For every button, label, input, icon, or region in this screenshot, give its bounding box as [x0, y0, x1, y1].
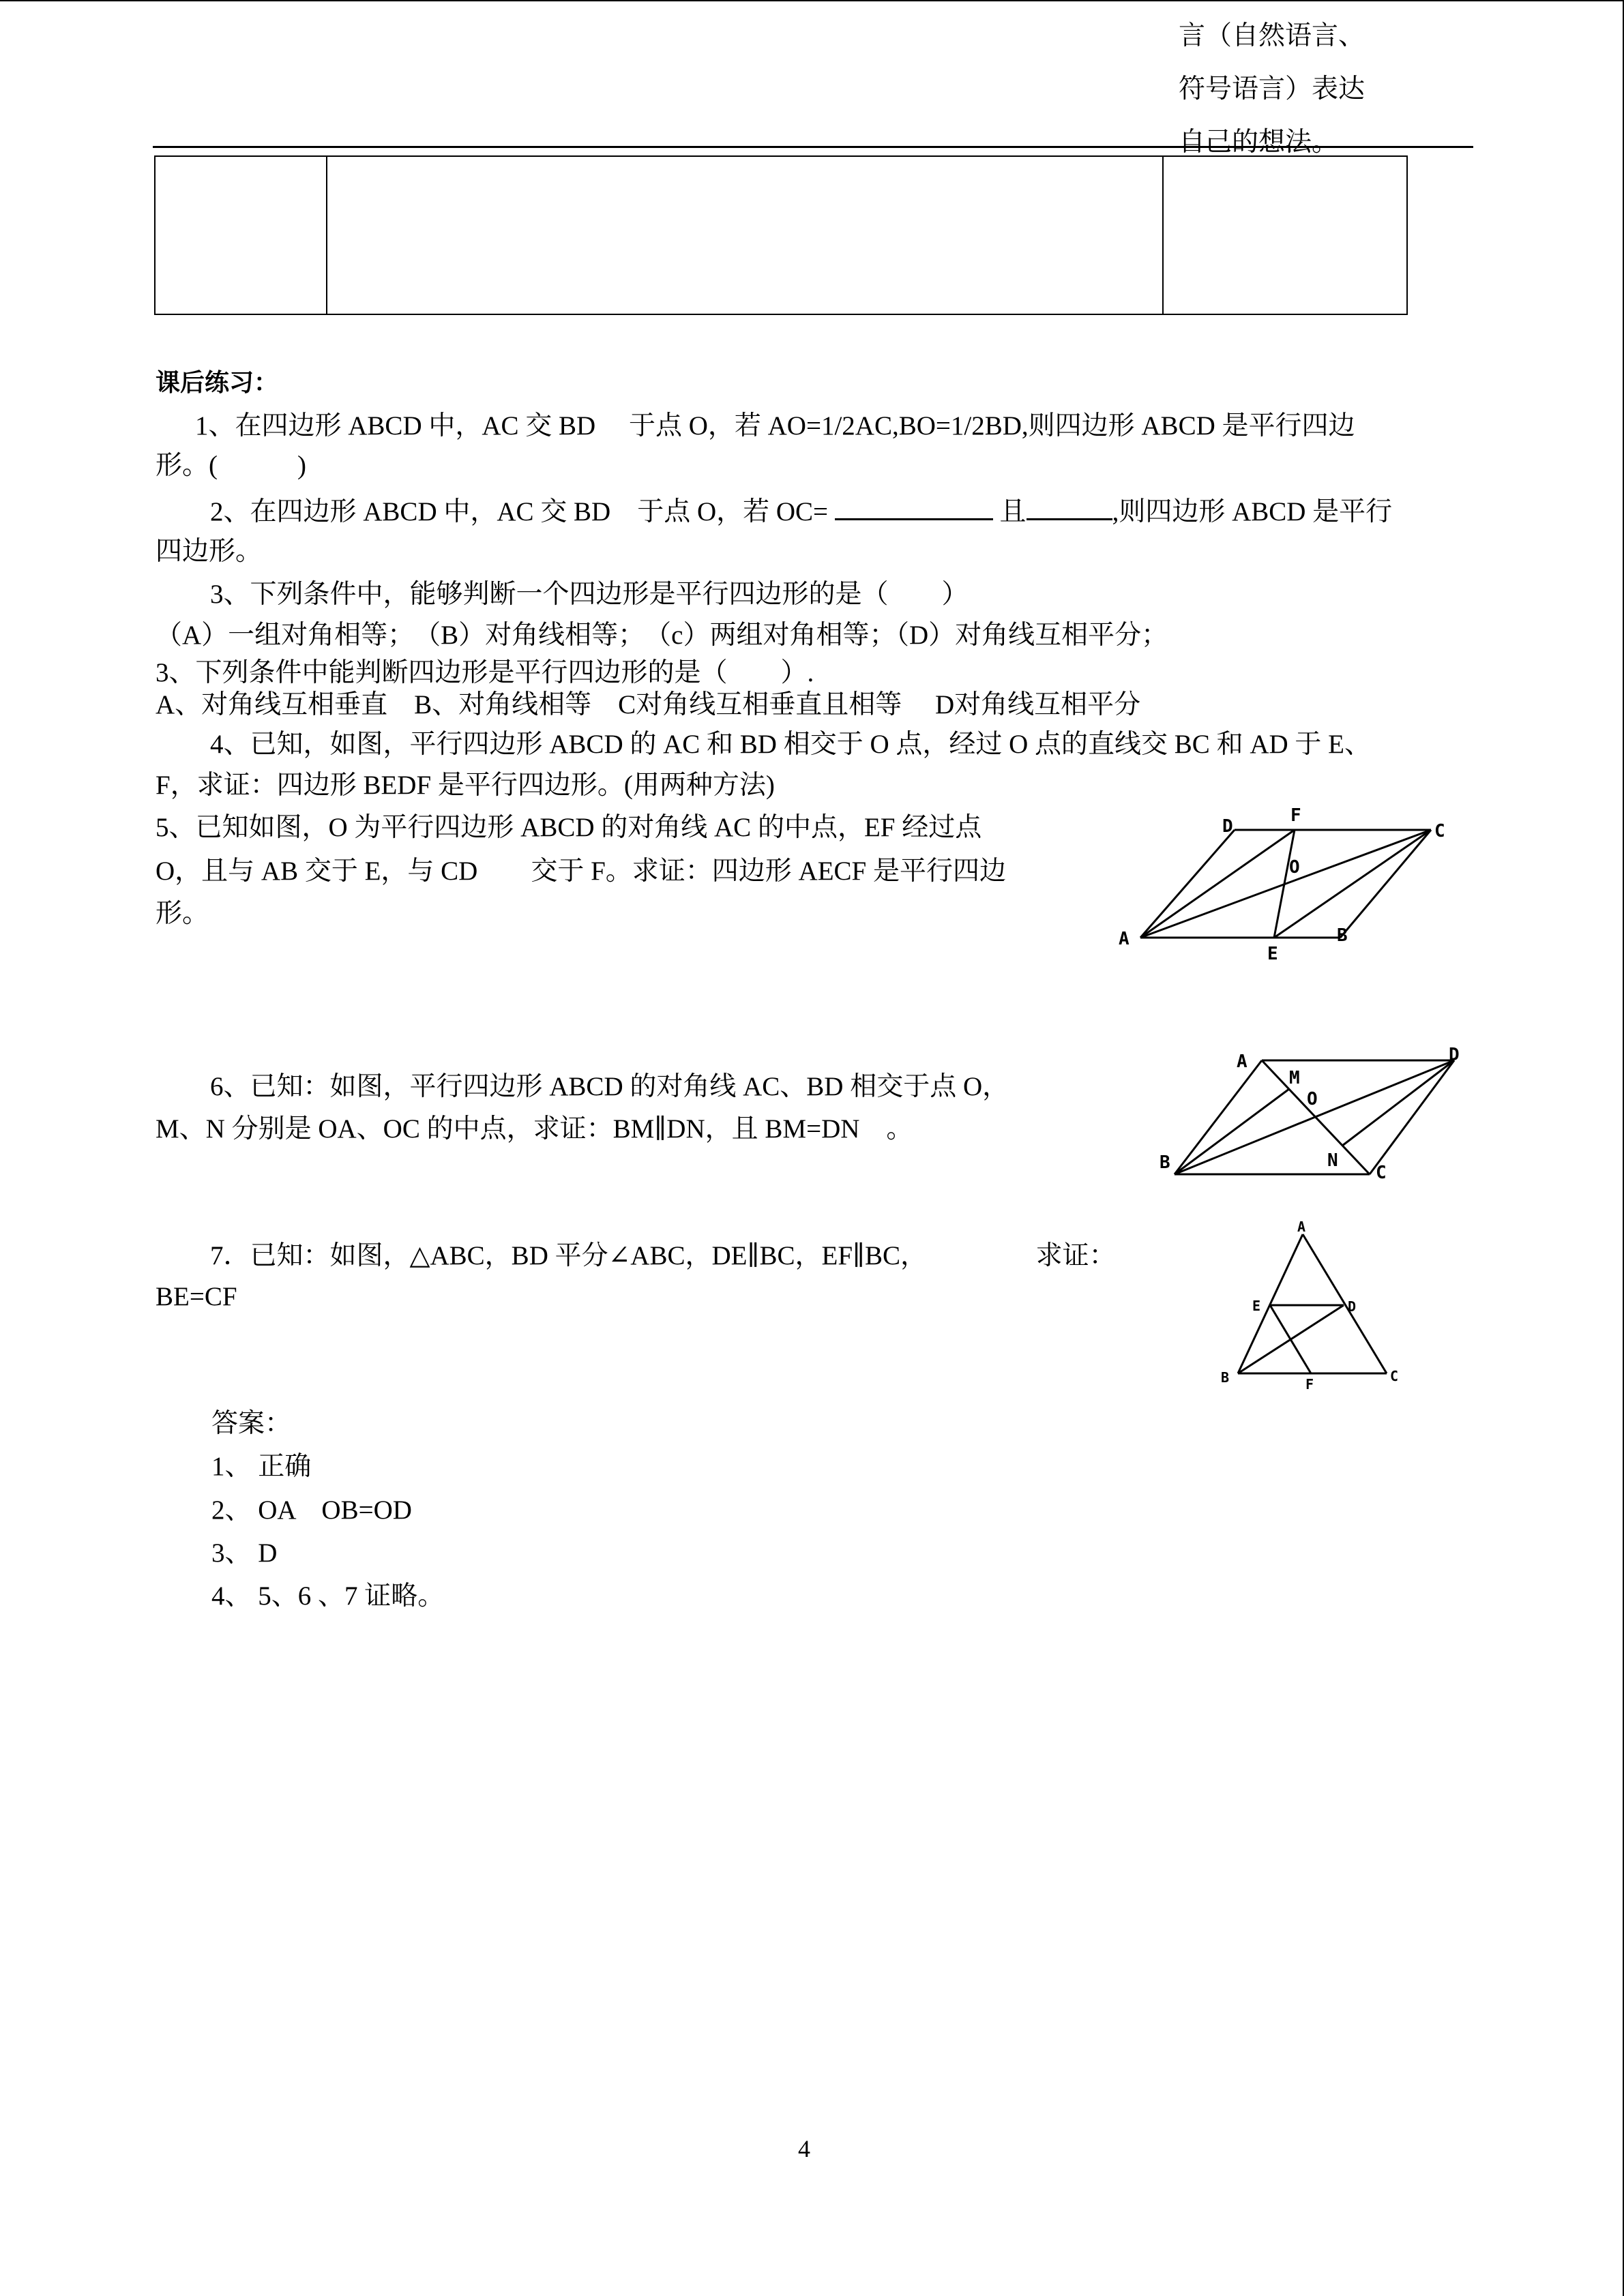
figure-q7-triangle: [1214, 1214, 1412, 1391]
q5-line3: 形。: [156, 899, 209, 928]
figure-q6-parallelogram: [1153, 1037, 1480, 1187]
fig7-label-D: D: [1348, 1298, 1357, 1315]
fig7-label-E: E: [1252, 1298, 1261, 1314]
table-fragment-line: 言（自然语言、: [1179, 21, 1365, 50]
q7-statement: 7．已知：如图，△ABC，BD 平分∠ABC，DE∥BC，EF∥BC，: [210, 1241, 928, 1270]
q2-blank-1[interactable]: [835, 495, 993, 520]
fig6-label-O: O: [1307, 1089, 1318, 1109]
answer-item: 2、 OA OB=OD: [211, 1495, 412, 1525]
q1-line1: 1、在四边形 ABCD 中，AC 交 BD 于点 O，若 AO=1/2AC,BO=1/2BD,则四边形 ABCD 是平行四边: [195, 411, 1355, 441]
segment-AF: [1140, 830, 1295, 938]
table-column-divider: [326, 157, 327, 314]
q6-line2: M、N 分别是 OA、OC 的中点，求证：BM∥DN，且 BM=DN 。: [156, 1114, 913, 1144]
q7-line1: [210, 1240, 1116, 1272]
q6-line1: 6、已知：如图，平行四边形 ABCD 的对角线 AC、BD 相交于点 O，: [210, 1072, 1009, 1101]
q4-line1: 4、已知，如图，平行四边形 ABCD 的 AC 和 BD 相交于 O 点，经过 O 点的直线交 BC 和 AD 于 E、: [210, 730, 1371, 759]
fig7-label-A: A: [1297, 1219, 1306, 1235]
fig5-label-A: A: [1119, 929, 1130, 949]
table-fragment-line: 自己的想法。: [1179, 128, 1339, 157]
table-fragment-line: 符号语言）表达: [1179, 74, 1365, 104]
fig5-label-E: E: [1267, 944, 1278, 961]
answer-item: 1、 正确: [211, 1452, 312, 1481]
fig6-label-B: B: [1160, 1152, 1170, 1173]
fig6-label-C: C: [1376, 1163, 1387, 1183]
segment-EF: [1270, 1305, 1311, 1373]
table-column-divider: [1162, 157, 1164, 314]
fig7-label-F: F: [1305, 1376, 1314, 1391]
q3a-stem: 3、下列条件中，能够判断一个四边形是平行四边形的是（ ）: [210, 580, 969, 609]
q4-line2: F，求证：四边形 BEDF 是平行四边形。(用两种方法): [156, 771, 775, 800]
answer-item: 3、 D: [211, 1538, 278, 1568]
fig7-label-B: B: [1221, 1369, 1230, 1386]
answer-item: 4、 5、6 、7 证略。: [211, 1581, 445, 1611]
fig6-label-A: A: [1237, 1052, 1247, 1072]
fig6-label-M: M: [1289, 1068, 1300, 1088]
q7-line2: BE=CF: [156, 1282, 237, 1311]
segment-DA: [1140, 830, 1235, 938]
q1-line2: 形。( ): [156, 451, 306, 480]
fig6-label-D: D: [1449, 1045, 1460, 1065]
answers-title: 答案：: [211, 1409, 292, 1438]
q3a-options: （A）一组对角相等； （B）对角线相等； （c）两组对角相等；（D）对角线互相平分；: [156, 621, 1168, 650]
fig5-label-B: B: [1337, 925, 1348, 946]
diagonal-AC: [1140, 830, 1431, 938]
segment-FE: [1274, 830, 1295, 938]
q2-part1: 2、在四边形 ABCD 中，AC 交 BD 于点 O，若 OC=: [210, 497, 829, 526]
q5-line1: 5、已知如图，O 为平行四边形 ABCD 的对角线 AC 的中点，EF 经过点: [156, 813, 982, 842]
q2-blank-2[interactable]: [1027, 495, 1112, 520]
fig6-label-N: N: [1327, 1150, 1338, 1171]
q3b-stem: 3、下列条件中能判断四边形是平行四边形的是（ ）.: [156, 658, 814, 687]
segment-DN: [1342, 1060, 1454, 1146]
q2-line2: 四边形。: [156, 537, 263, 566]
q2-part3: ,则四边形 ABCD 是平行: [1112, 497, 1393, 526]
section-title: 课后练习：: [156, 369, 279, 397]
q3b-options: A、对角线互相垂直 B、对角线相等 C对角线互相垂直且相等 D对角线互相平分: [156, 690, 1141, 719]
page-number: 4: [798, 2135, 810, 2162]
table-fragment-text: [1179, 10, 1404, 169]
figure-q5-parallelogram: [1112, 798, 1480, 961]
fig7-label-C: C: [1390, 1368, 1399, 1384]
q5-line2: O，且与 AB 交于 E，与 CD 交于 F。求证：四边形 AECF 是平行四边: [156, 856, 1006, 886]
fig5-label-C: C: [1434, 821, 1445, 841]
fig5-label-D: D: [1222, 816, 1233, 837]
q2-part2: 且: [999, 497, 1027, 526]
q2-line1: [210, 495, 1392, 528]
fig5-label-O: O: [1289, 857, 1300, 878]
table-fragment: [154, 155, 1408, 315]
segment-BM: [1175, 1089, 1289, 1174]
fig5-label-F: F: [1290, 805, 1301, 826]
segment-CA: [1303, 1234, 1387, 1373]
q7-prove-label: 求证：: [1035, 1241, 1116, 1270]
page-top-edge: [0, 0, 1624, 1]
